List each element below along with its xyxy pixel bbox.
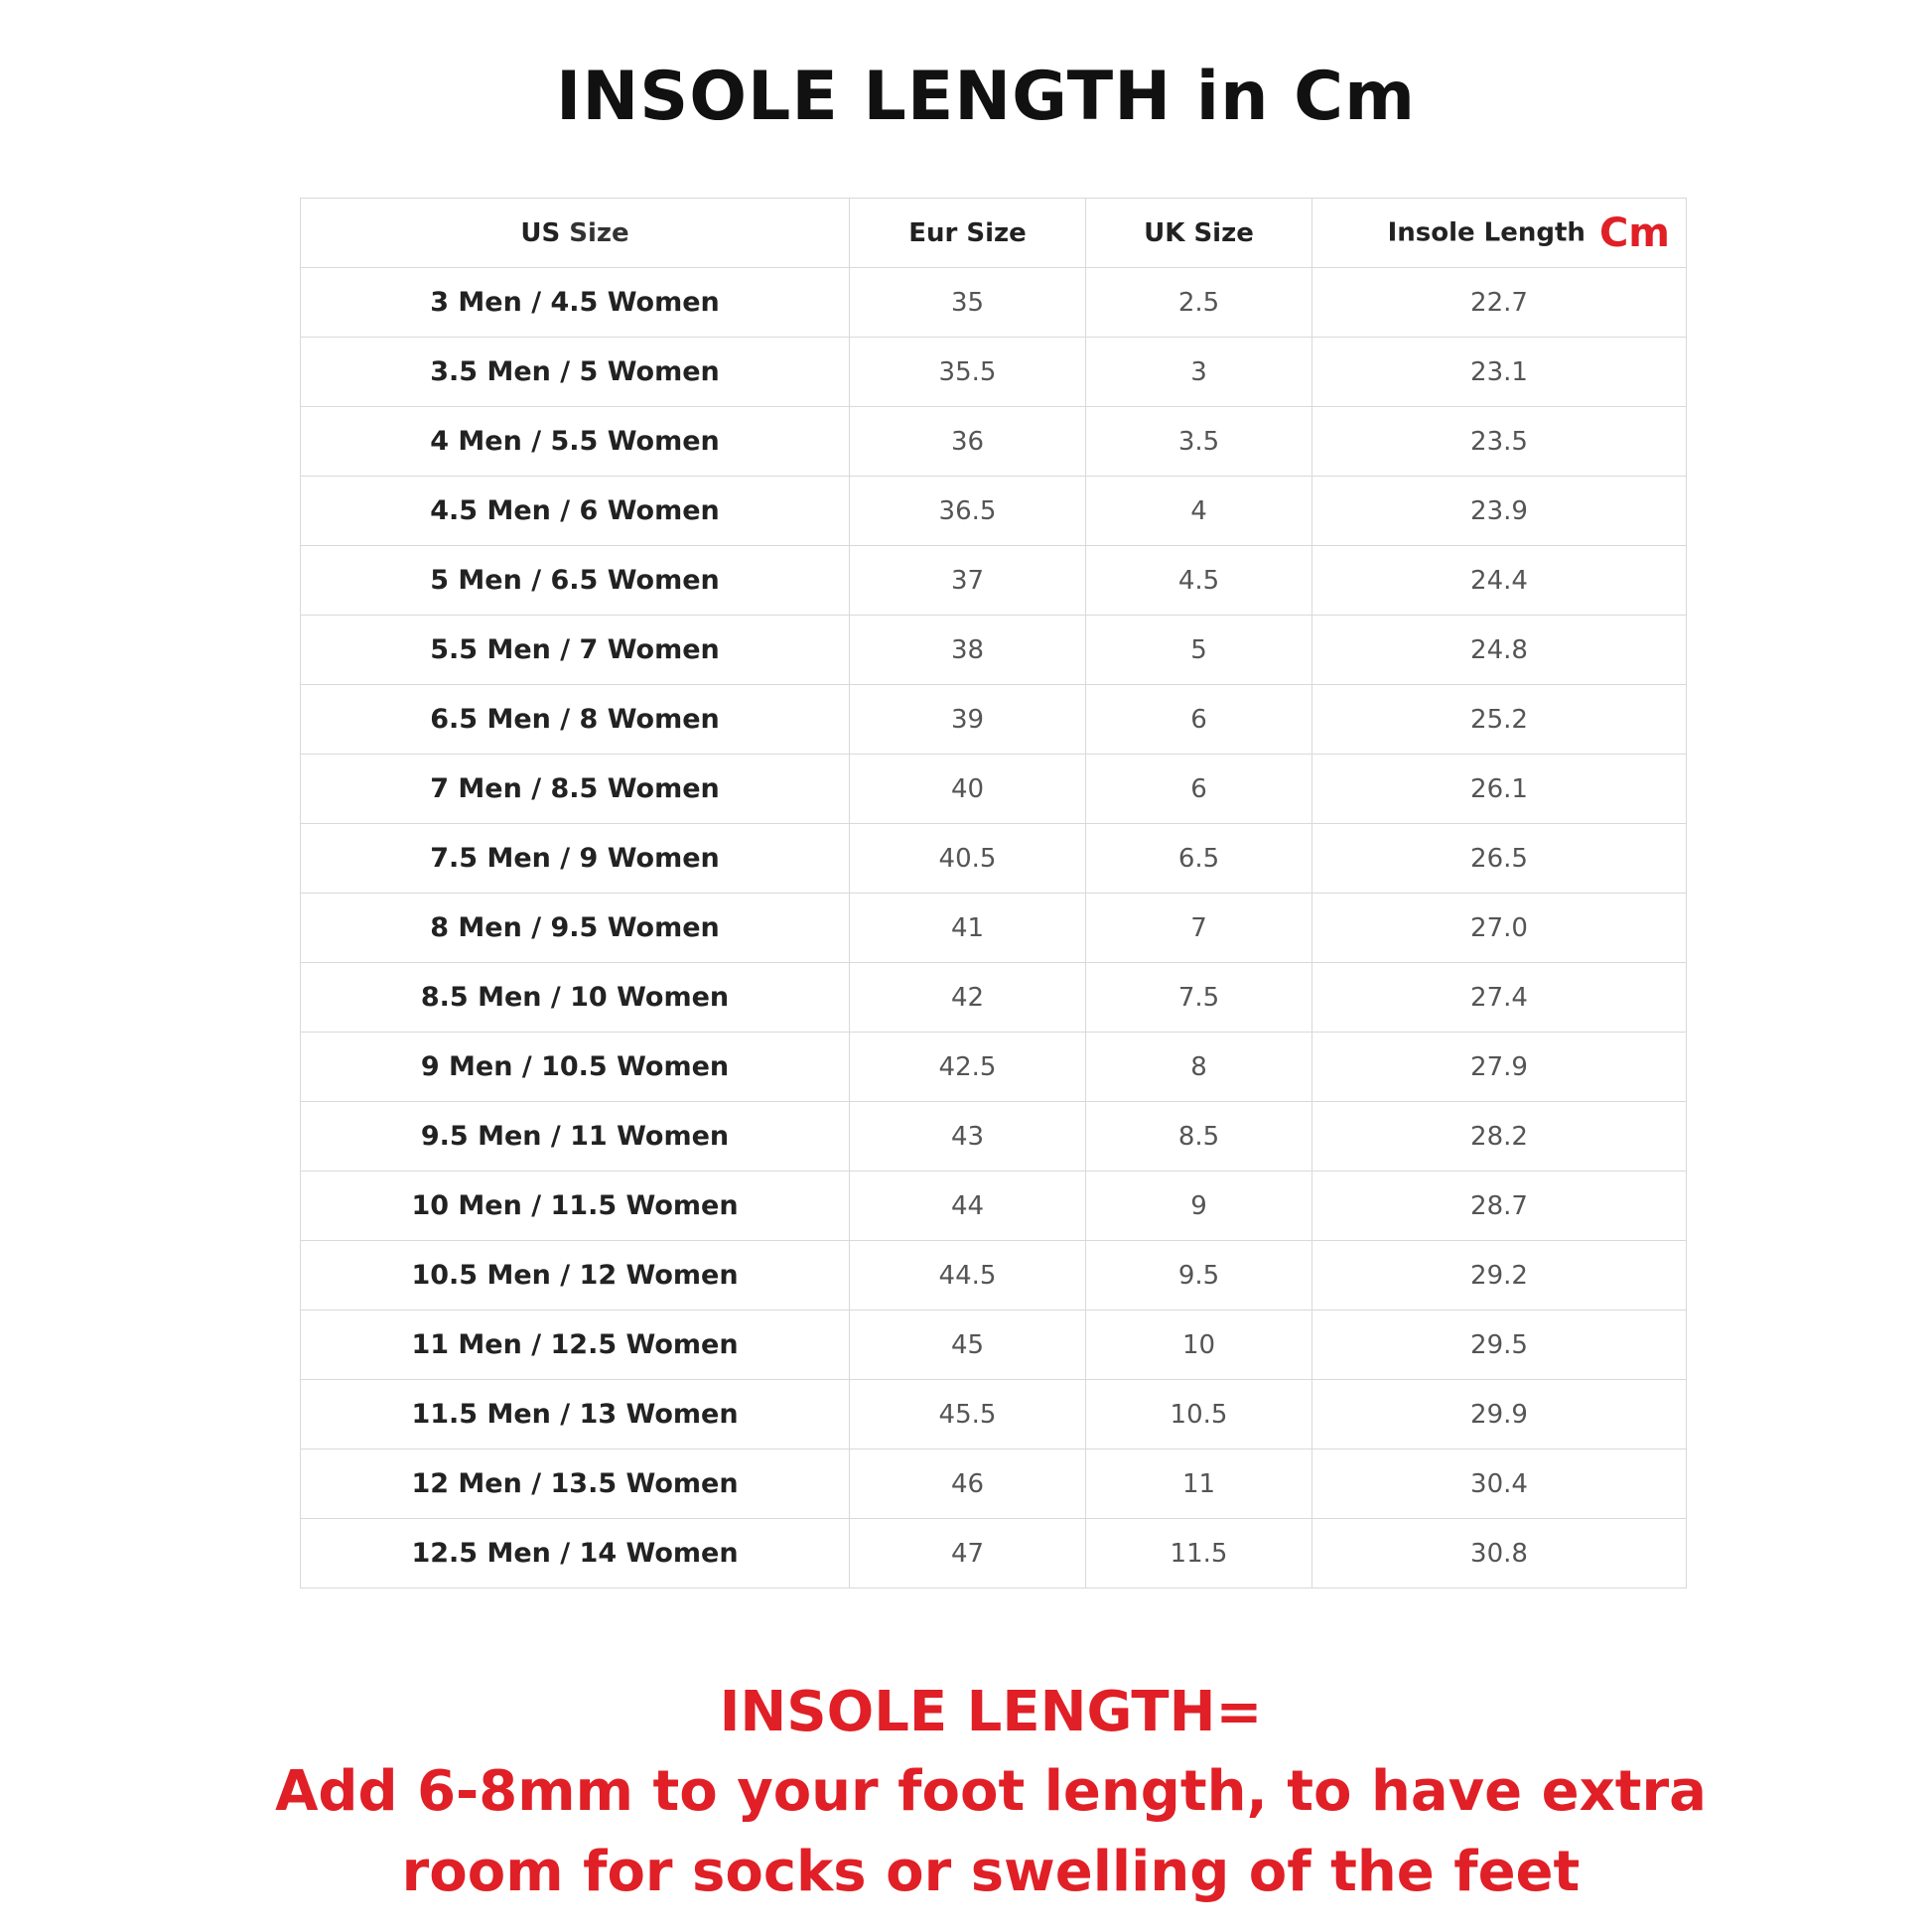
table-row [301,1172,1687,1241]
cell-uk-size: 10 [1086,1311,1312,1380]
cell-us-size: 4.5 Men / 6 Women [301,477,850,546]
header-size-label: Size [569,217,629,248]
cell-uk-size: 7.5 [1086,963,1312,1033]
table-row [301,894,1687,963]
header-uk-size: UK Size [1086,199,1312,268]
cell-uk-size: 8.5 [1086,1102,1312,1172]
table-row [301,1102,1687,1172]
table-row [301,1311,1687,1380]
cell-us-size: 9.5 Men / 11 Women [301,1102,850,1172]
cell-us-size: 11.5 Men / 13 Women [301,1380,850,1449]
cell-insole-length: 29.2 [1312,1241,1687,1311]
cell-eur-size: 42.5 [850,1033,1086,1102]
cell-uk-size: 9.5 [1086,1241,1312,1311]
cell-insole-length: 23.9 [1312,477,1687,546]
cell-insole-length: 30.8 [1312,1519,1687,1588]
cell-insole-length: 26.1 [1312,755,1687,824]
cell-insole-length: 24.8 [1312,616,1687,685]
cell-insole-length: 23.5 [1312,407,1687,477]
insole-note-line-1: Add 6-8mm to your foot length, to have extra [275,1759,1707,1824]
cell-insole-length: 28.7 [1312,1172,1687,1241]
cell-uk-size: 3 [1086,338,1312,407]
cell-uk-size: 6 [1086,755,1312,824]
cell-us-size: 3.5 Men / 5 Women [301,338,850,407]
header-insole-length [1312,199,1687,268]
table-row [301,1033,1687,1102]
cell-us-size: 5.5 Men / 7 Women [301,616,850,685]
cell-us-size: 3 Men / 4.5 Women [301,268,850,338]
cell-eur-size: 36 [850,407,1086,477]
cell-insole-length: 29.5 [1312,1311,1687,1380]
cell-eur-size: 35 [850,268,1086,338]
cell-eur-size: 44.5 [850,1241,1086,1311]
size-table [300,198,1687,1588]
table-row [301,963,1687,1033]
cell-us-size: 6.5 Men / 8 Women [301,685,850,755]
header-us-label: US [520,217,561,248]
cell-uk-size: 4.5 [1086,546,1312,616]
cell-eur-size: 41 [850,894,1086,963]
cell-us-size: 12 Men / 13.5 Women [301,1449,850,1519]
cell-uk-size: 6.5 [1086,824,1312,894]
table-row [301,1241,1687,1311]
table-row [301,477,1687,546]
cell-eur-size: 35.5 [850,338,1086,407]
cell-us-size: 10.5 Men / 12 Women [301,1241,850,1311]
cell-eur-size: 38 [850,616,1086,685]
table-row [301,338,1687,407]
header-insole-unit: Cm [1598,209,1670,256]
table-row [301,1519,1687,1588]
cell-insole-length: 25.2 [1312,685,1687,755]
table-row [301,755,1687,824]
cell-insole-length: 27.0 [1312,894,1687,963]
table-row [301,1380,1687,1449]
insole-note-heading: INSOLE LENGTH= [719,1680,1263,1744]
cell-eur-size: 40 [850,755,1086,824]
cell-uk-size: 6 [1086,685,1312,755]
cell-insole-length: 23.1 [1312,338,1687,407]
cell-uk-size: 7 [1086,894,1312,963]
cell-eur-size: 36.5 [850,477,1086,546]
cell-insole-length: 27.9 [1312,1033,1687,1102]
cell-uk-size: 9 [1086,1172,1312,1241]
cell-uk-size: 10.5 [1086,1380,1312,1449]
cell-insole-length: 26.5 [1312,824,1687,894]
page-title: INSOLE LENGTH in Cm [556,58,1416,136]
cell-insole-length: 27.4 [1312,963,1687,1033]
cell-uk-size: 2.5 [1086,268,1312,338]
cell-eur-size: 37 [850,546,1086,616]
table-row [301,407,1687,477]
cell-us-size: 5 Men / 6.5 Women [301,546,850,616]
table-header-row [301,199,1687,268]
cell-us-size: 10 Men / 11.5 Women [301,1172,850,1241]
cell-insole-length: 29.9 [1312,1380,1687,1449]
cell-us-size: 7.5 Men / 9 Women [301,824,850,894]
header-us-size [301,199,850,268]
cell-us-size: 8.5 Men / 10 Women [301,963,850,1033]
table-row [301,616,1687,685]
cell-eur-size: 39 [850,685,1086,755]
insole-note-line-2: room for socks or swelling of the feet [401,1840,1581,1904]
cell-eur-size: 43 [850,1102,1086,1172]
cell-insole-length: 30.4 [1312,1449,1687,1519]
cell-eur-size: 44 [850,1172,1086,1241]
cell-uk-size: 4 [1086,477,1312,546]
cell-uk-size: 3.5 [1086,407,1312,477]
header-eur-size: Eur Size [850,199,1086,268]
cell-eur-size: 45 [850,1311,1086,1380]
cell-uk-size: 11 [1086,1449,1312,1519]
cell-eur-size: 40.5 [850,824,1086,894]
table-row [301,546,1687,616]
cell-us-size: 9 Men / 10.5 Women [301,1033,850,1102]
cell-uk-size: 11.5 [1086,1519,1312,1588]
cell-insole-length: 22.7 [1312,268,1687,338]
cell-insole-length: 24.4 [1312,546,1687,616]
cell-us-size: 12.5 Men / 14 Women [301,1519,850,1588]
cell-uk-size: 8 [1086,1033,1312,1102]
table-row [301,268,1687,338]
cell-eur-size: 45.5 [850,1380,1086,1449]
table-row [301,685,1687,755]
cell-eur-size: 46 [850,1449,1086,1519]
cell-us-size: 4 Men / 5.5 Women [301,407,850,477]
table-body [301,268,1687,1588]
table-row [301,824,1687,894]
cell-eur-size: 42 [850,963,1086,1033]
cell-us-size: 7 Men / 8.5 Women [301,755,850,824]
cell-eur-size: 47 [850,1519,1086,1588]
cell-us-size: 11 Men / 12.5 Women [301,1311,850,1380]
header-insole-label: Insole Length [1387,217,1586,247]
table-row [301,1449,1687,1519]
cell-us-size: 8 Men / 9.5 Women [301,894,850,963]
cell-uk-size: 5 [1086,616,1312,685]
cell-insole-length: 28.2 [1312,1102,1687,1172]
